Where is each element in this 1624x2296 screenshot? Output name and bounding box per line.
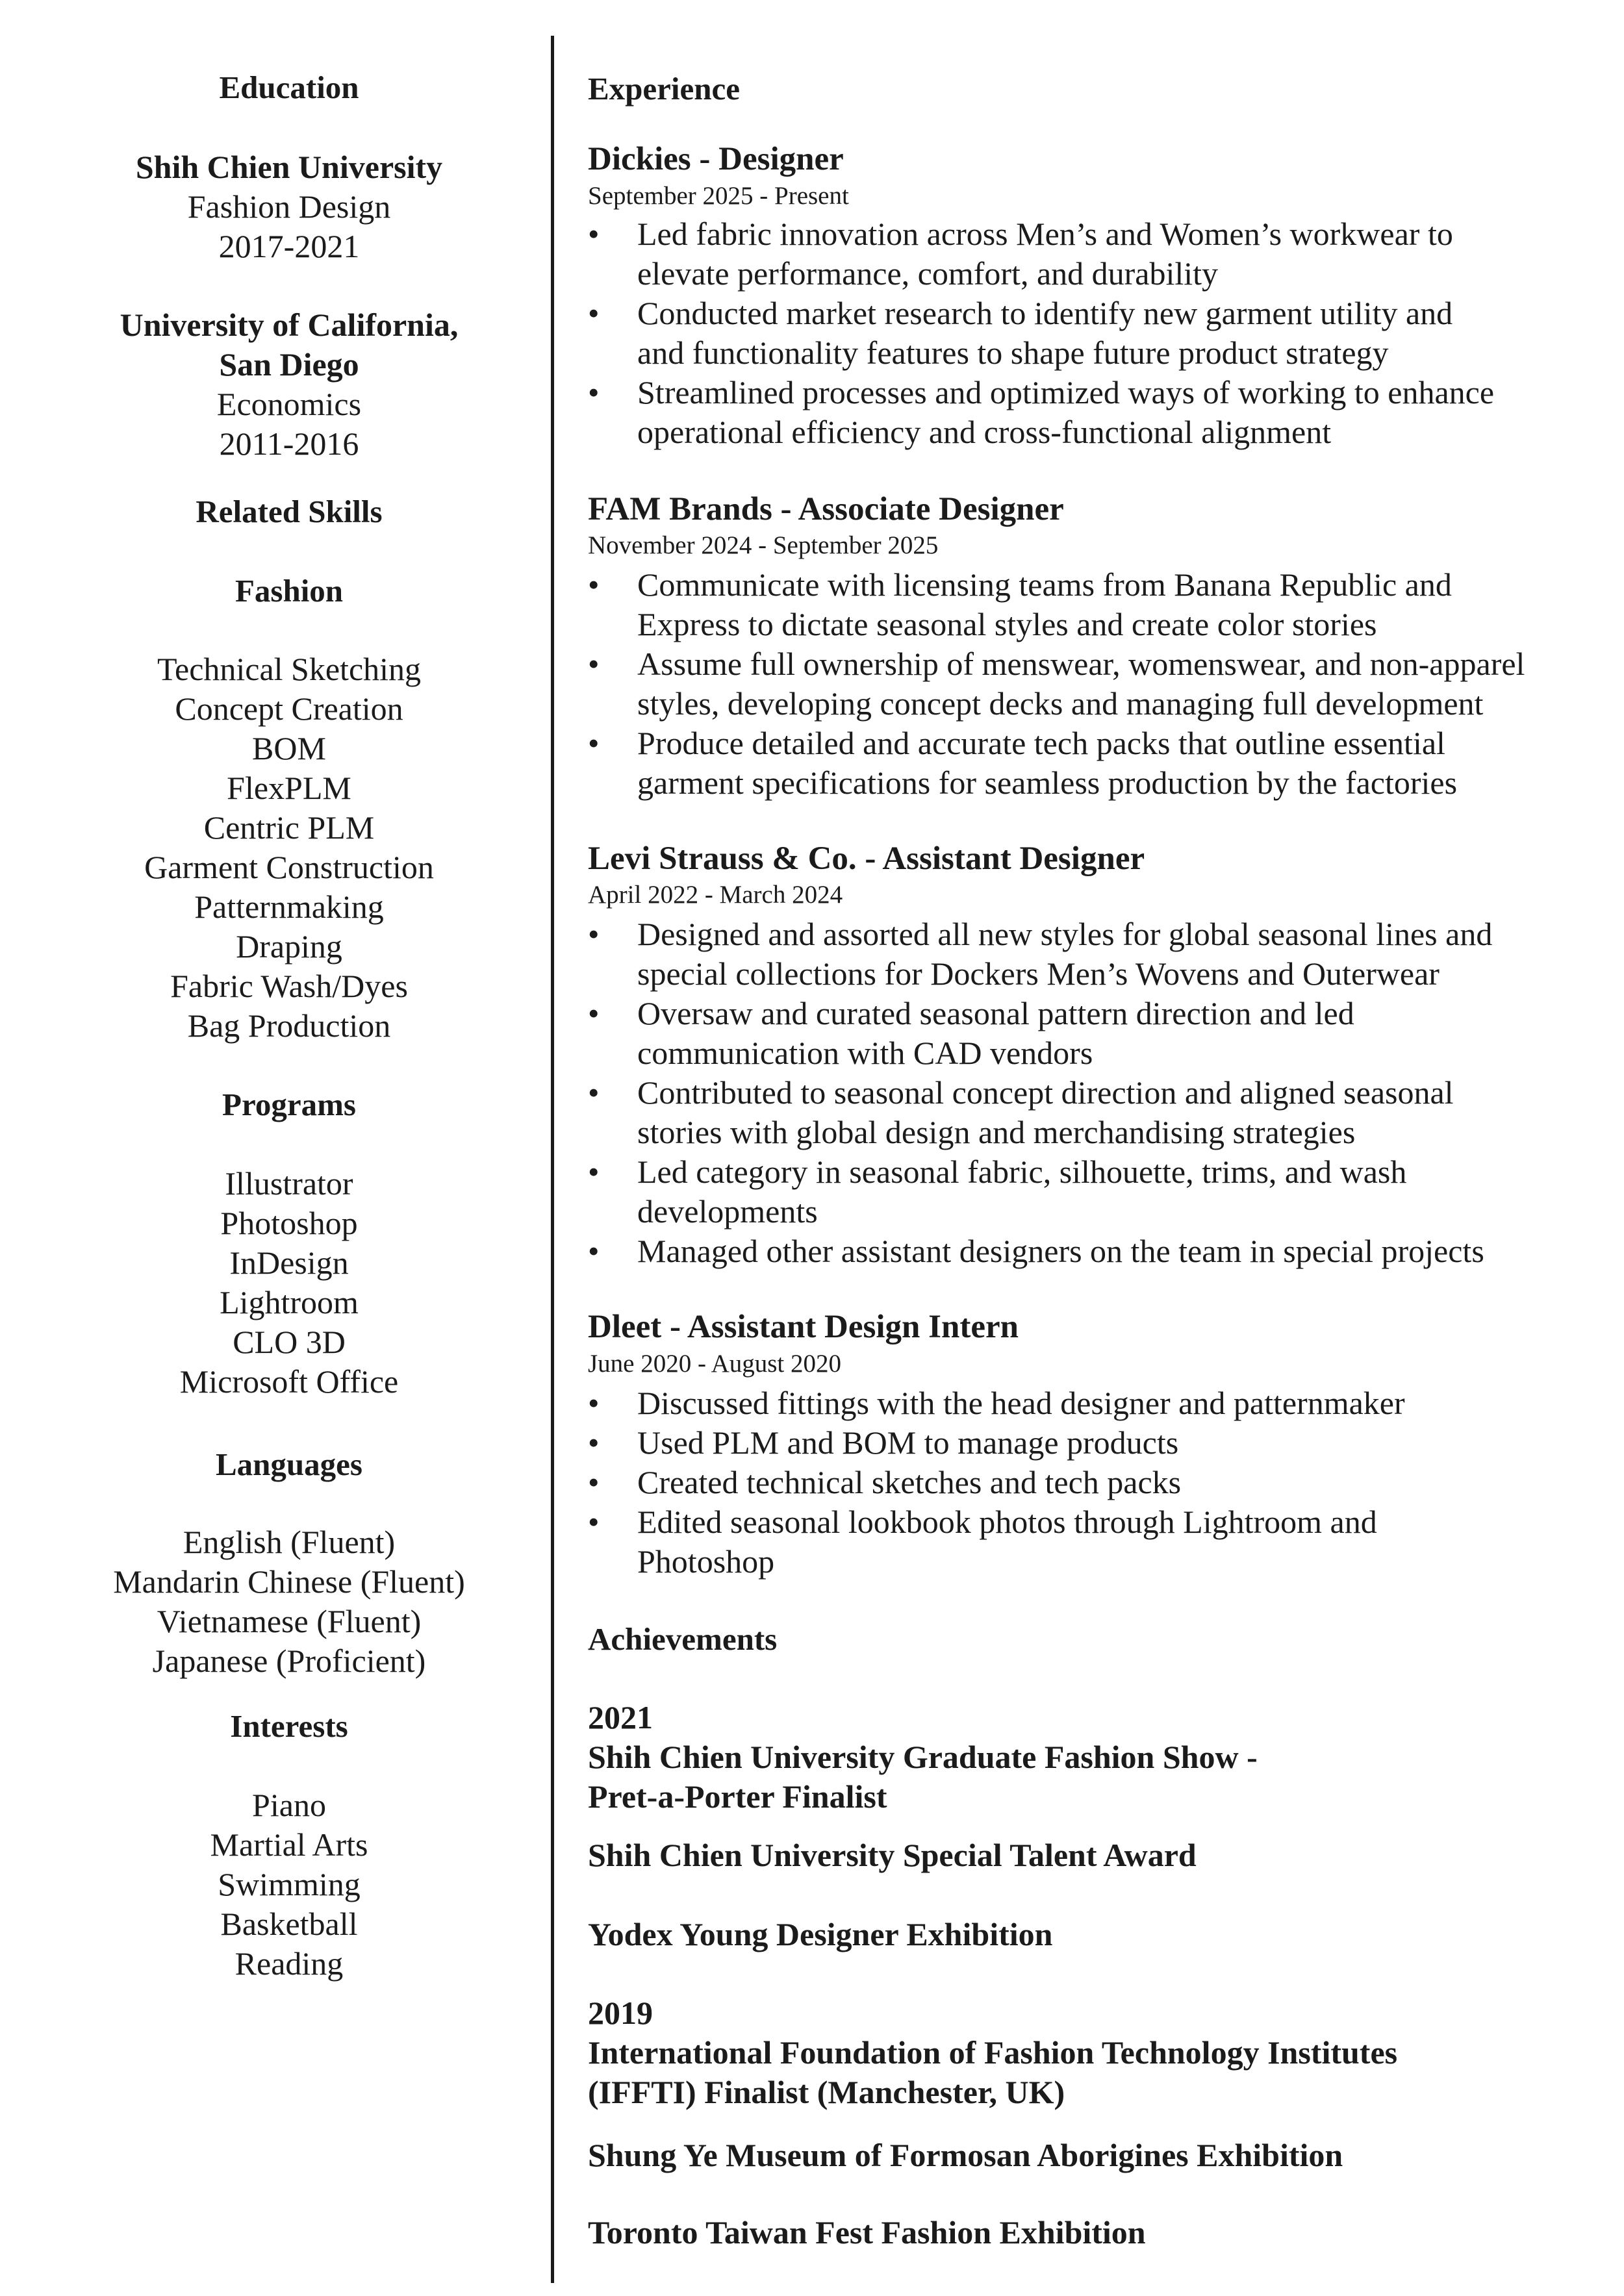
- job-bullet: [588, 915, 1562, 994]
- skill-item: Centric PLM: [203, 809, 375, 846]
- job-bullet: [588, 214, 1562, 294]
- skill-item: Bag Production: [187, 1007, 391, 1044]
- bullet-line: stories with global design and merchandising strategies: [637, 1114, 1356, 1150]
- bullet-line: Express to dictate seasonal styles and create color stories: [637, 606, 1377, 642]
- bullet-line: developments: [637, 1193, 818, 1230]
- experience-heading: Experience: [588, 71, 741, 107]
- bullet-marker: •: [588, 995, 600, 1031]
- achievement-item: International Foundation of Fashion Technology Institutes: [588, 2034, 1398, 2071]
- skill-item: Technical Sketching: [157, 651, 422, 687]
- school-years: 2011-2016: [219, 425, 359, 462]
- bullet-marker: •: [588, 1424, 600, 1461]
- bullet-line: Conducted market research to identify new garment utility and: [637, 295, 1453, 331]
- bullet-marker: •: [588, 566, 600, 603]
- job-bullet: [588, 1502, 1562, 1582]
- related-skills-heading: Related Skills: [196, 494, 383, 529]
- job-bullet: [588, 565, 1562, 644]
- column-divider: [551, 36, 554, 2283]
- interest-item: Basketball: [220, 1906, 358, 1942]
- interest-item: Piano: [252, 1787, 326, 1823]
- bullet-marker: •: [588, 295, 600, 331]
- job-bullet: [588, 1463, 1562, 1502]
- bullet-line: garment specifications for seamless production by the factories: [637, 764, 1458, 801]
- job-title: Dickies - Designer: [588, 141, 844, 177]
- bullet-line: Contributed to seasonal concept direction and aligned seasonal: [637, 1074, 1454, 1111]
- skill-item: Garment Construction: [144, 849, 434, 885]
- bullet-marker: •: [588, 1504, 600, 1540]
- bullet-marker: •: [588, 916, 600, 952]
- bullet-line: operational efficiency and cross-functional alignment: [637, 414, 1332, 450]
- job-bullet: [588, 294, 1562, 373]
- program-item: CLO 3D: [233, 1324, 346, 1360]
- achievements-heading: Achievements: [588, 1621, 778, 1657]
- school-years: 2017-2021: [218, 228, 360, 264]
- skill-item: Concept Creation: [175, 690, 403, 727]
- achievement-item: Shih Chien University Graduate Fashion Show -: [588, 1739, 1258, 1775]
- language-item: Mandarin Chinese (Fluent): [113, 1563, 465, 1600]
- bullet-line: Used PLM and BOM to manage products: [637, 1424, 1179, 1461]
- achievement-item: Shih Chien University Special Talent Award: [588, 1837, 1197, 1873]
- bullet-marker: •: [588, 374, 600, 410]
- job-title: FAM Brands - Associate Designer: [588, 491, 1064, 527]
- achievement-item: Pret-a-Porter Finalist: [588, 1778, 887, 1815]
- bullet-line: special collections for Dockers Men’s Wovens and Outerwear: [637, 955, 1440, 992]
- program-item: Lightroom: [220, 1284, 359, 1320]
- interest-item: Martial Arts: [210, 1826, 368, 1863]
- achievement-item: Toronto Taiwan Fest Fashion Exhibition: [588, 2214, 1146, 2251]
- skill-item: Fabric Wash/Dyes: [170, 968, 408, 1004]
- skill-item: BOM: [252, 730, 326, 766]
- bullet-marker: •: [588, 1154, 600, 1190]
- job-title: Dleet - Assistant Design Intern: [588, 1309, 1019, 1345]
- language-item: Vietnamese (Fluent): [157, 1603, 422, 1639]
- achievement-item: (IFFTI) Finalist (Manchester, UK): [588, 2074, 1065, 2110]
- program-item: Photoshop: [220, 1205, 358, 1241]
- fashion-heading: Fashion: [235, 573, 344, 609]
- bullet-line: elevate performance, comfort, and durability: [637, 255, 1219, 292]
- bullet-line: Led fabric innovation across Men’s and Women’s workwear to: [637, 216, 1453, 252]
- school-name: University of California,: [120, 307, 459, 343]
- program-item: InDesign: [229, 1244, 349, 1281]
- school-field: Fashion Design: [187, 188, 391, 225]
- job-dates: September 2025 - Present: [588, 182, 849, 210]
- interests-heading: Interests: [230, 1708, 348, 1744]
- school-name-line2: San Diego: [219, 346, 359, 383]
- bullet-line: Designed and assorted all new styles for global seasonal lines and: [637, 916, 1493, 952]
- bullet-line: styles, developing concept decks and managing full development: [637, 685, 1484, 722]
- achievement-item: Yodex Young Designer Exhibition: [588, 1916, 1053, 1952]
- job-bullet: [588, 1423, 1562, 1463]
- bullet-line: Edited seasonal lookbook photos through Lightroom and: [637, 1504, 1377, 1540]
- bullet-line: Led category in seasonal fabric, silhouette, trims, and wash: [637, 1154, 1407, 1190]
- job-bullet: [588, 724, 1562, 803]
- bullet-marker: •: [588, 1233, 600, 1269]
- job-bullet: [588, 644, 1562, 724]
- programs-heading: Programs: [222, 1087, 356, 1122]
- language-item: Japanese (Proficient): [152, 1643, 426, 1679]
- school-field: Economics: [216, 386, 362, 422]
- bullet-marker: •: [588, 1464, 600, 1500]
- job-bullet: [588, 1383, 1562, 1423]
- school-name: Shih Chien University: [135, 149, 443, 185]
- bullet-line: Produce detailed and accurate tech packs that outline essential: [637, 725, 1445, 761]
- interest-item: Reading: [235, 1945, 344, 1982]
- job-bullet: [588, 1073, 1562, 1152]
- bullet-line: Assume full ownership of menswear, womenswear, and non-apparel: [637, 646, 1525, 682]
- interest-item: Swimming: [218, 1866, 361, 1902]
- bullet-line: Communicate with licensing teams from Banana Republic and: [637, 566, 1452, 603]
- job-bullet: [588, 1231, 1562, 1271]
- bullet-line: Photoshop: [637, 1543, 775, 1580]
- languages-heading: Languages: [215, 1446, 362, 1482]
- job-dates: June 2020 - August 2020: [588, 1350, 841, 1378]
- bullet-line: Discussed fittings with the head designer and patternmaker: [637, 1385, 1405, 1421]
- achievement-year: 2021: [588, 1699, 653, 1735]
- skill-item: Draping: [236, 928, 342, 965]
- achievement-item: Shung Ye Museum of Formosan Aborigines Exhibition: [588, 2137, 1343, 2173]
- bullet-marker: •: [588, 646, 600, 682]
- job-dates: April 2022 - March 2024: [588, 881, 843, 909]
- bullet-line: and functionality features to shape future product strategy: [637, 334, 1389, 371]
- education-heading: Education: [219, 69, 359, 105]
- program-item: Illustrator: [225, 1165, 353, 1202]
- bullet-line: Created technical sketches and tech packs: [637, 1464, 1182, 1500]
- program-item: Microsoft Office: [179, 1363, 399, 1400]
- job-bullet: [588, 373, 1562, 452]
- achievement-year: 2019: [588, 1995, 653, 2031]
- bullet-marker: •: [588, 1385, 600, 1421]
- bullet-marker: •: [588, 216, 600, 252]
- bullet-line: Oversaw and curated seasonal pattern direction and led: [637, 995, 1354, 1031]
- job-bullet: [588, 994, 1562, 1073]
- language-item: English (Fluent): [183, 1524, 396, 1560]
- job-title: Levi Strauss & Co. - Assistant Designer: [588, 840, 1145, 877]
- job-dates: November 2024 - September 2025: [588, 531, 939, 559]
- skill-item: Patternmaking: [194, 889, 384, 925]
- bullet-line: Streamlined processes and optimized ways of working to enhance: [637, 374, 1495, 410]
- bullet-marker: •: [588, 1074, 600, 1111]
- bullet-line: Managed other assistant designers on the team in special projects: [637, 1233, 1484, 1269]
- skill-item: FlexPLM: [227, 770, 351, 806]
- bullet-line: communication with CAD vendors: [637, 1035, 1093, 1071]
- job-bullet: [588, 1152, 1562, 1231]
- bullet-marker: •: [588, 725, 600, 761]
